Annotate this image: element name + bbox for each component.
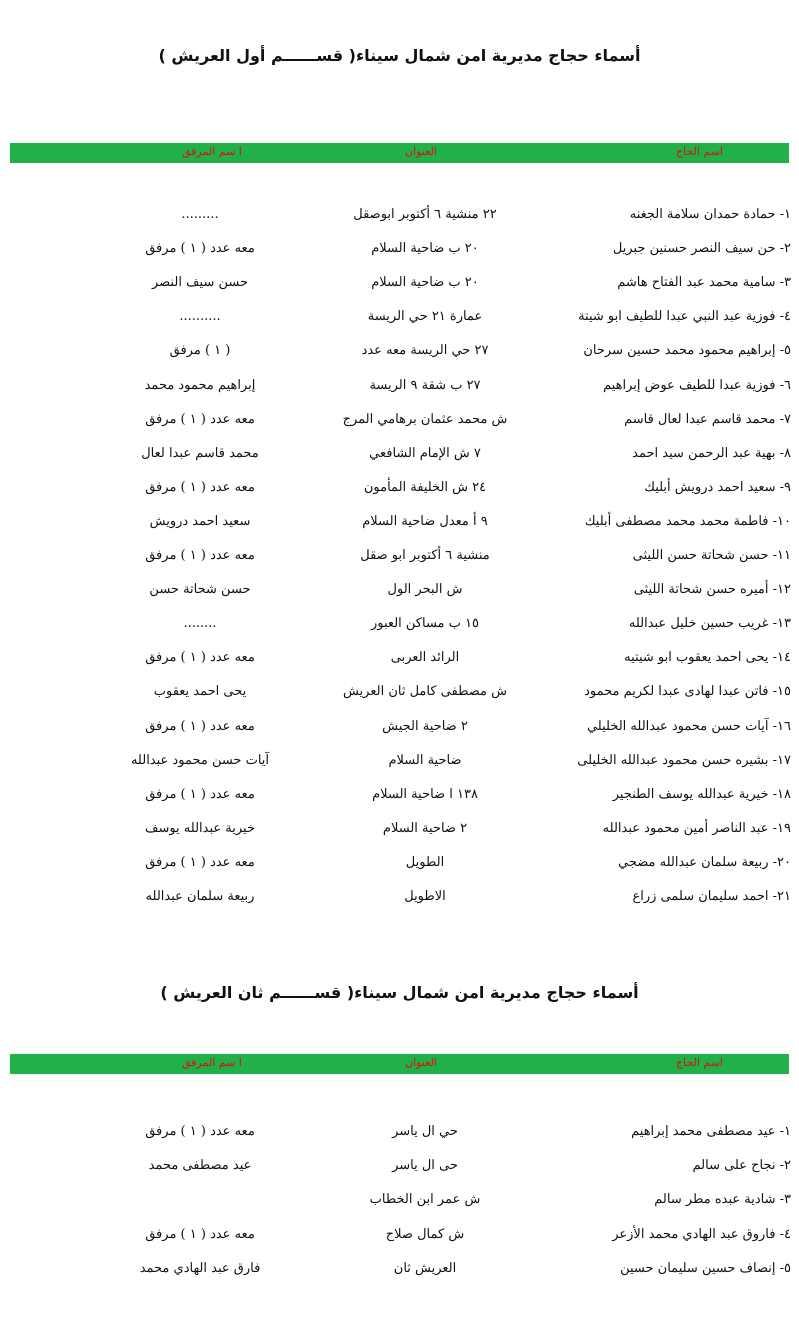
table-row bbox=[0, 616, 799, 638]
pilgrim-companion: فارق عبد الهادي محمد bbox=[139, 1260, 261, 1276]
table-row bbox=[0, 309, 799, 331]
table-row bbox=[0, 889, 799, 911]
pilgrim-companion: عيد مصطفى محمد bbox=[148, 1158, 252, 1174]
header-name: اسم الحاج bbox=[675, 1056, 723, 1069]
pilgrim-name: ٢٠- ربيعة سلمان عبدالله مضجي bbox=[618, 854, 791, 870]
pilgrim-companion: معه عدد ( ١ ) مرفق bbox=[145, 241, 255, 257]
pilgrim-address: الطويل bbox=[405, 854, 445, 870]
pilgrim-address: ١٥ ب مساكن العبور bbox=[371, 616, 479, 632]
pilgrim-name: ١٥- فاتن عبدا لهادى عبدا لكريم محمود bbox=[584, 684, 791, 700]
table-row bbox=[0, 480, 799, 502]
table-row bbox=[0, 548, 799, 570]
pilgrim-address: ش كمال صلاح bbox=[385, 1226, 465, 1242]
table-row bbox=[0, 412, 799, 434]
pilgrim-address: ش البحر الول bbox=[387, 582, 463, 598]
pilgrim-address: ٢٢ منشية ٦ أكتوبر ابوصقل bbox=[353, 207, 497, 222]
table-row bbox=[0, 241, 799, 263]
table-row bbox=[0, 343, 799, 365]
pilgrim-name: ٣- سامية محمد عبد الفتاح هاشم bbox=[617, 275, 791, 291]
pilgrim-address: ضاحية السلام bbox=[388, 752, 462, 768]
table-row bbox=[0, 1124, 799, 1146]
pilgrim-address: الرائد العربى bbox=[390, 650, 460, 666]
header-address: العنوان bbox=[405, 145, 437, 158]
pilgrim-name: ٢١- احمد سليمان سلمى زراع bbox=[632, 889, 791, 904]
table-row bbox=[0, 1227, 799, 1249]
pilgrim-companion: معه عدد ( ١ ) مرفق bbox=[145, 1124, 255, 1139]
pilgrim-address: حي ال ياسر bbox=[392, 1124, 458, 1139]
table-row bbox=[0, 1158, 799, 1180]
pilgrim-companion: خيرية عبدالله يوسف bbox=[144, 820, 256, 836]
pilgrim-companion: آيات حسن محمود عبدالله bbox=[130, 752, 270, 768]
pilgrim-companion: ........ bbox=[183, 616, 217, 632]
pilgrim-name: ٦- فوزية عبدا للطيف عوض إبراهيم bbox=[603, 377, 791, 393]
pilgrim-name: ١٤- يحى احمد يعقوب ابو شيتيه bbox=[624, 650, 791, 666]
pilgrim-address: العريش ثان bbox=[393, 1260, 457, 1276]
table-row bbox=[0, 207, 799, 229]
pilgrim-address: ٢٧ حي الريسة معه عدد bbox=[361, 343, 489, 359]
pilgrim-companion: معه عدد ( ١ ) مرفق bbox=[145, 650, 255, 666]
pilgrim-address: ش محمد عثمان برهامي المرج bbox=[342, 411, 508, 427]
pilgrim-companion: معه عدد ( ١ ) مرفق bbox=[145, 1226, 255, 1242]
pilgrim-address: ٢ ضاحية السلام bbox=[382, 820, 468, 836]
pilgrim-name: ١٣- غريب حسين خليل عبدالله bbox=[628, 616, 791, 632]
pilgrim-companion: معه عدد ( ١ ) مرفق bbox=[145, 479, 255, 495]
pilgrim-companion: ( ١ ) مرفق bbox=[169, 343, 231, 359]
section-1-header-bar bbox=[10, 143, 789, 163]
pilgrim-address: ٢٧ ب شقة ٩ الريسة bbox=[369, 377, 481, 393]
pilgrim-address: منشية ٦ أكتوبر ابو صقل bbox=[360, 548, 490, 563]
pilgrim-companion: معه عدد ( ١ ) مرفق bbox=[145, 854, 255, 870]
pilgrim-name: ١- عيد مصطفى محمد إبراهيم bbox=[631, 1124, 791, 1139]
pilgrim-companion: سعيد احمد درويش bbox=[149, 513, 251, 529]
pilgrim-address: ٩ أ معدل ضاحية السلام bbox=[362, 513, 488, 529]
pilgrim-name: ٩- سعيد احمد درويش أبليك bbox=[644, 479, 791, 495]
table-row bbox=[0, 1192, 799, 1214]
header-companion: ا سم المرفق bbox=[182, 1056, 242, 1069]
pilgrim-address: ٢٠ ب ضاحية السلام bbox=[371, 241, 479, 257]
table-row bbox=[0, 855, 799, 877]
pilgrim-address: ٢٠ ب ضاحية السلام bbox=[371, 275, 479, 291]
section-2-header-bar bbox=[10, 1054, 789, 1074]
header-companion: ا سم المرفق bbox=[182, 145, 242, 158]
pilgrim-name: ١٨- خيرية عبدالله يوسف الطنجير bbox=[612, 786, 791, 802]
section-2-title: أسماء حجاج مديرية امن شمال سيناء( قســــــم ثان العريش ) bbox=[160, 983, 639, 1002]
table-row bbox=[0, 787, 799, 809]
pilgrim-companion: معه عدد ( ١ ) مرفق bbox=[145, 548, 255, 563]
table-row bbox=[0, 514, 799, 536]
pilgrim-address: الاطويل bbox=[404, 889, 446, 904]
table-row bbox=[0, 719, 799, 741]
pilgrim-name: ٥- إنصاف حسين سليمان حسين bbox=[620, 1260, 791, 1276]
table-row bbox=[0, 1261, 799, 1283]
pilgrim-name: ٣- شادية عبده مطر سالم bbox=[654, 1192, 791, 1208]
table-row bbox=[0, 446, 799, 468]
table-row bbox=[0, 684, 799, 706]
pilgrim-companion: ......... bbox=[181, 207, 219, 222]
pilgrim-name: ١٧- بشيره حسن محمود عبدالله الخليلى bbox=[577, 752, 791, 768]
pilgrim-name: ١١- حسن شحاتة حسن الليثى bbox=[632, 548, 791, 563]
pilgrim-name: ١٢- أميره حسن شحاتة الليثى bbox=[633, 582, 791, 598]
pilgrim-address: ش عمر ابن الخطاب bbox=[369, 1192, 481, 1208]
pilgrim-name: ١٩- عبد الناصر أمين محمود عبدالله bbox=[602, 820, 791, 836]
pilgrim-address: ش مصطفى كامل ثان العريش bbox=[342, 684, 507, 700]
pilgrim-name: ٧- محمد قاسم عبدا لعال قاسم bbox=[624, 411, 791, 427]
pilgrim-companion: ربيعة سلمان عبدالله bbox=[145, 889, 255, 904]
pilgrim-address: ٢ ضاحية الجيش bbox=[382, 718, 468, 734]
pilgrim-address: ٢٤ ش الخليفة المأمون bbox=[363, 479, 487, 495]
table-row bbox=[0, 753, 799, 775]
pilgrim-address: ١٣٨ ا ضاحية السلام bbox=[372, 786, 478, 802]
pilgrim-name: ١- حمادة حمدان سلامة الجغنه bbox=[629, 207, 791, 222]
table-row bbox=[0, 275, 799, 297]
pilgrim-companion: معه عدد ( ١ ) مرفق bbox=[145, 411, 255, 427]
pilgrim-name: ٢- نجاح على سالم bbox=[692, 1158, 791, 1174]
pilgrim-name: ٤- فوزية عبد النبي عبدا للطيف ابو شيتة bbox=[578, 309, 791, 325]
header-name: اسم الحاج bbox=[675, 145, 723, 158]
pilgrim-companion: حسن شحاتة حسن bbox=[149, 582, 251, 598]
pilgrim-name: ١٦- آيات حسن محمود عبدالله الخليلي bbox=[586, 718, 791, 734]
pilgrim-address: حى ال ياسر bbox=[392, 1158, 458, 1174]
pilgrim-companion: حسن سيف النصر bbox=[151, 275, 248, 291]
pilgrim-name: ٤- فاروق عبد الهادي محمد الأزعر bbox=[612, 1226, 791, 1242]
table-row bbox=[0, 582, 799, 604]
pilgrim-companion: معه عدد ( ١ ) مرفق bbox=[145, 786, 255, 802]
header-address: العنوان bbox=[405, 1056, 437, 1069]
pilgrim-companion: محمد قاسم عبدا لعال bbox=[141, 445, 259, 461]
pilgrim-name: ٨- بهية عبد الرحمن سيد احمد bbox=[632, 445, 791, 461]
pilgrim-address: عمارة ٢١ حي الريسة bbox=[367, 309, 483, 325]
pilgrim-name: ٥- إبراهيم محمود محمد حسين سرحان bbox=[583, 343, 791, 359]
section-1-title: أسماء حجاج مديرية امن شمال سيناء( قســــــم أول العريش ) bbox=[158, 46, 641, 65]
pilgrim-name: ٢- حن سيف النصر حسنين جبريل bbox=[612, 241, 791, 257]
pilgrim-name: ١٠- فاطمة محمد محمد مصطفى أبليك bbox=[584, 513, 791, 529]
pilgrim-companion: .......... bbox=[179, 309, 221, 325]
pilgrim-companion: معه عدد ( ١ ) مرفق bbox=[145, 718, 255, 734]
pilgrim-address: ٧ ش الإمام الشافعي bbox=[369, 445, 481, 461]
pilgrim-companion: إبراهيم محمود محمد bbox=[144, 377, 256, 393]
table-row bbox=[0, 378, 799, 400]
pilgrim-companion: يحى احمد يعقوب bbox=[153, 684, 247, 700]
table-row bbox=[0, 821, 799, 843]
table-row bbox=[0, 650, 799, 672]
